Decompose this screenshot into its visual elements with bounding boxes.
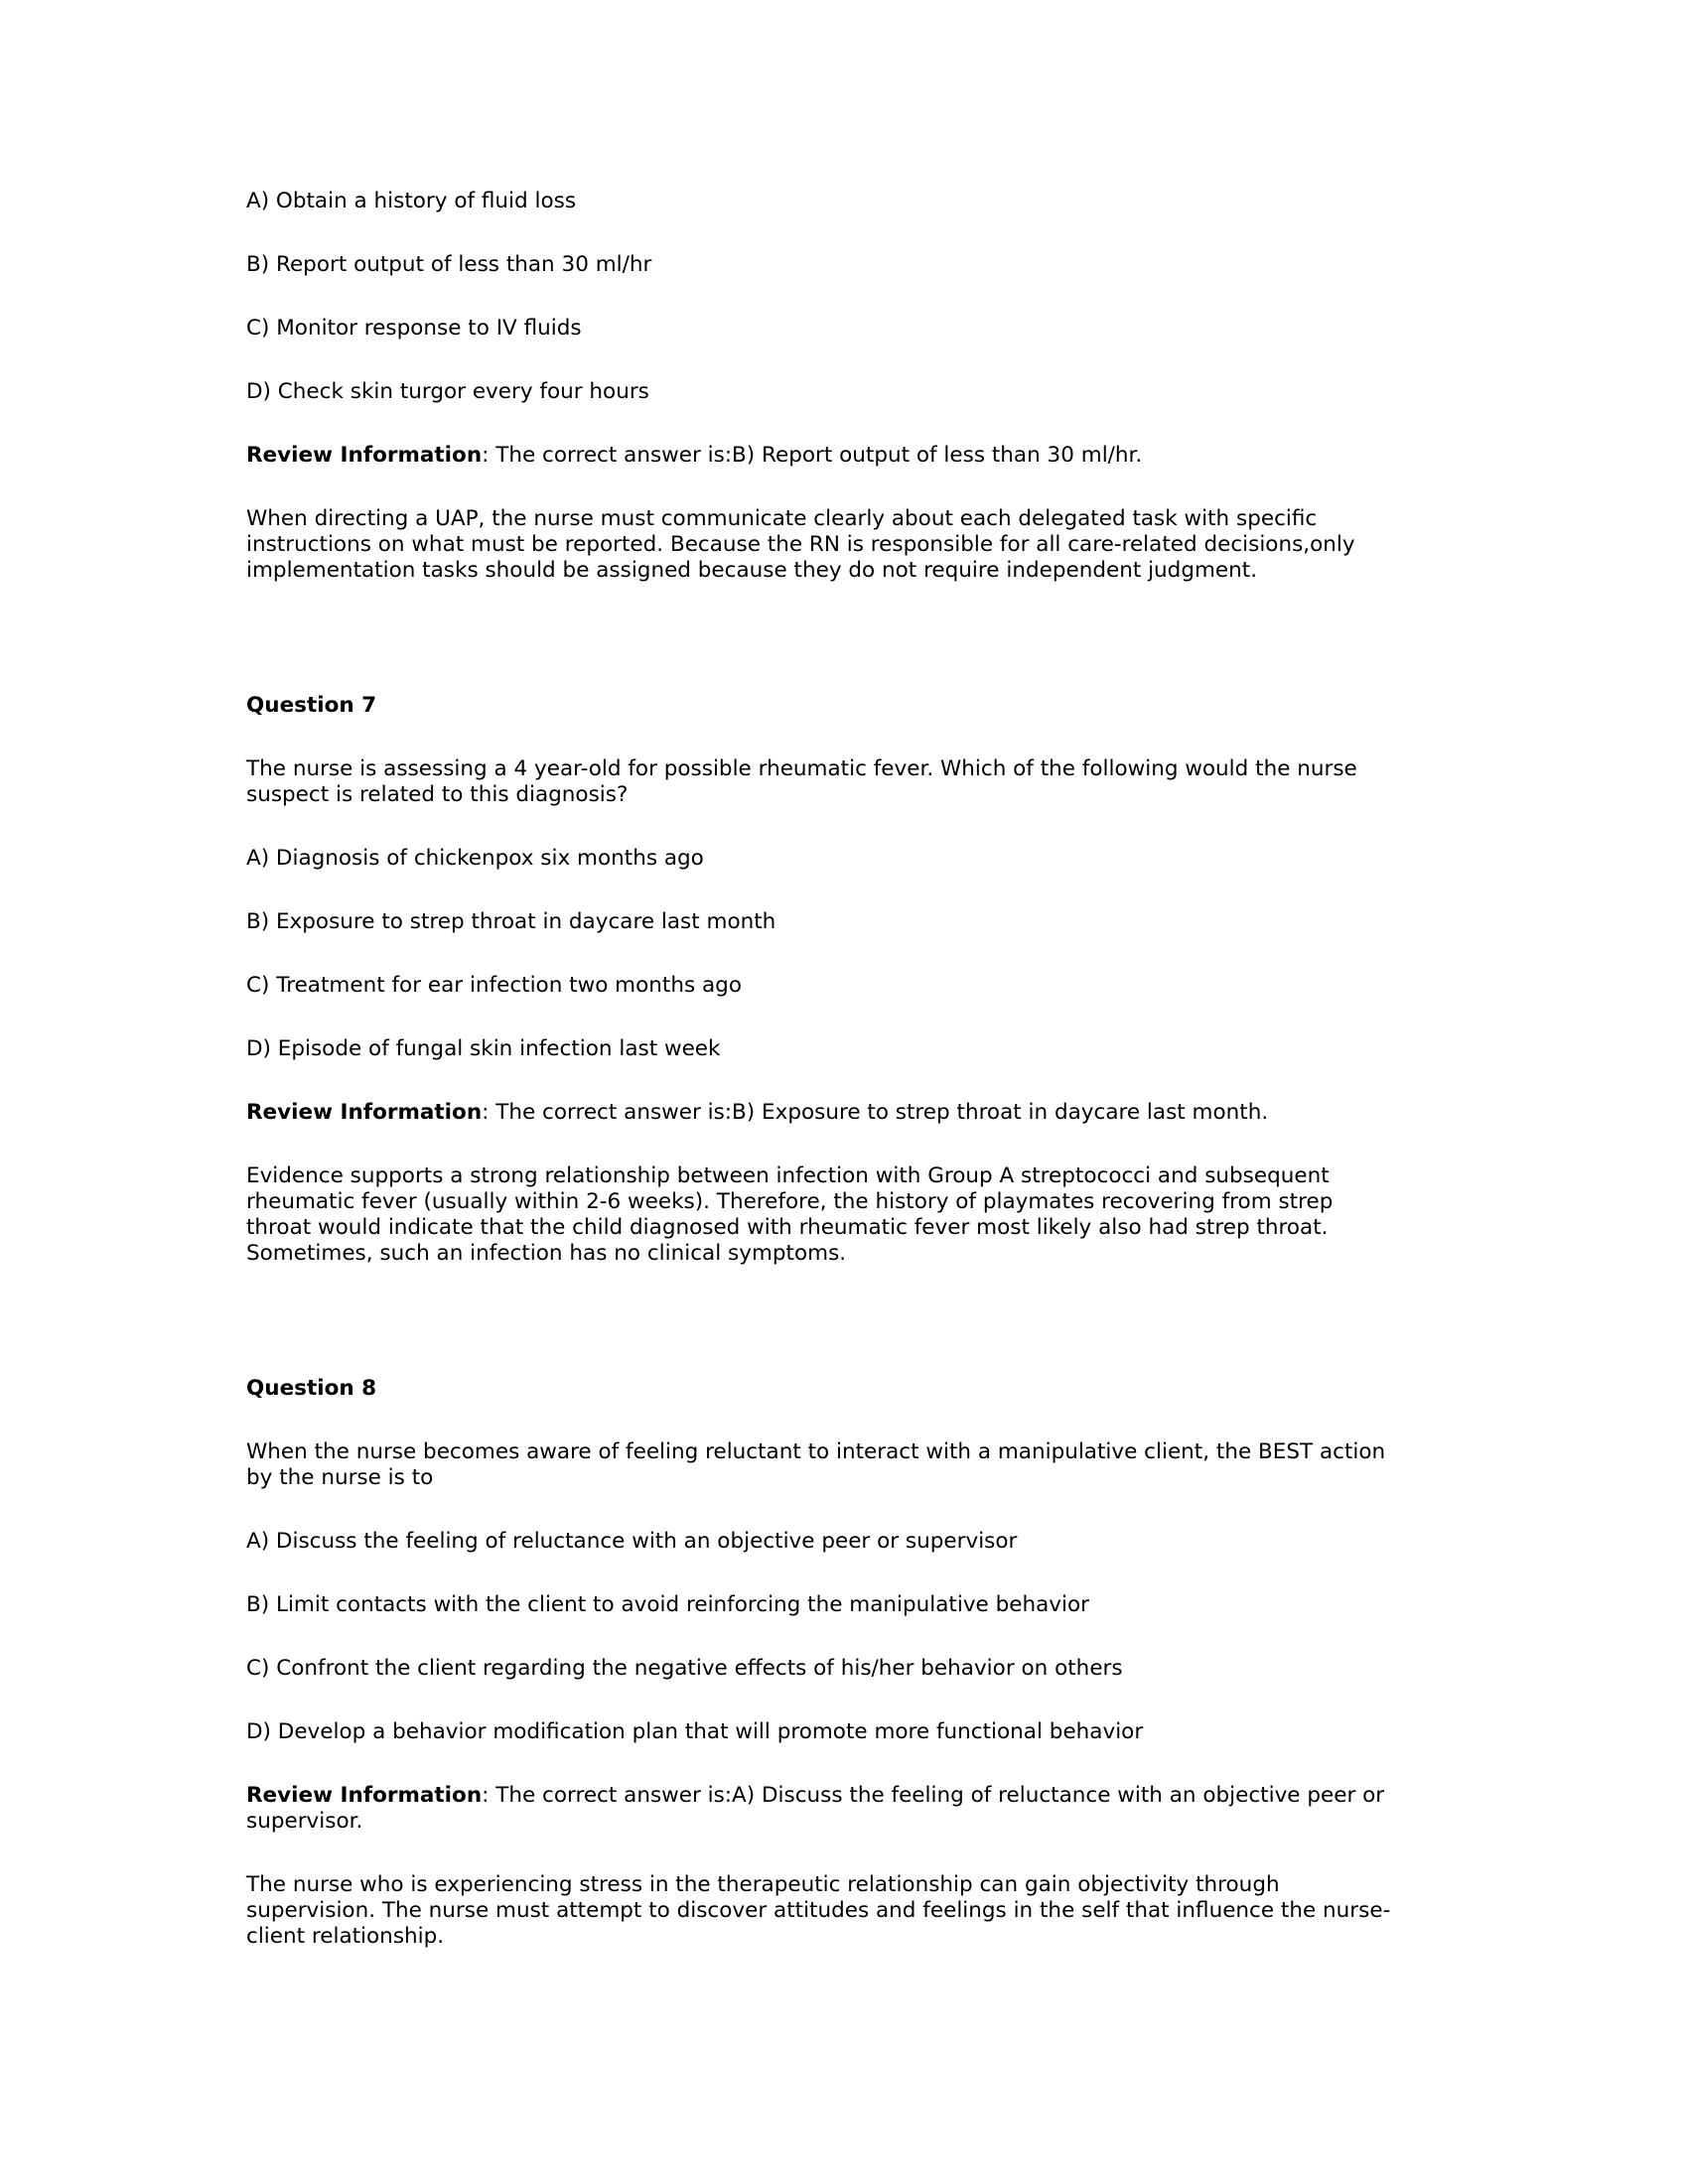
q7-option-c: C) Treatment for ear infection two months ago: [246, 973, 742, 998]
q8-review: [246, 1783, 1438, 1835]
q7-option-a: A) Diagnosis of chickenpox six months ago: [246, 846, 704, 871]
q7-explanation-line: throat would indicate that the child diagnosed with rheumatic fever most likely also had strep throat.: [246, 1215, 1329, 1240]
q7-explanation: [246, 1163, 1438, 1267]
q6-option-c: C) Monitor response to IV fluids: [246, 316, 582, 341]
q8-review-text: : The correct answer is:A) Discuss the feeling of reluctance with an objective peer or: [482, 1783, 1385, 1808]
q8-option-a: A) Discuss the feeling of reluctance with an objective peer or supervisor: [246, 1529, 1018, 1554]
q7-stem-line: The nurse is assessing a 4 year-old for possible rheumatic fever. Which of the following would the nurse: [246, 756, 1357, 781]
q6-review: [246, 443, 1438, 469]
q7-review: [246, 1100, 1438, 1126]
q7-stem-line: suspect is related to this diagnosis?: [246, 782, 629, 807]
q8-review-label: Review Information: [246, 1783, 483, 1808]
q7-option-b: B) Exposure to strep throat in daycare last month: [246, 909, 776, 934]
q7-stem: [246, 756, 1438, 808]
q8-explanation-line: The nurse who is experiencing stress in the therapeutic relationship can gain objectivity through: [246, 1872, 1280, 1897]
q6-option-d: D) Check skin turgor every four hours: [246, 379, 649, 404]
q8-stem-line: by the nurse is to: [246, 1465, 434, 1490]
q6-review-label: Review Information: [246, 443, 483, 468]
q6-review-text: : The correct answer is:B) Report output of less than 30 ml/hr.: [482, 443, 1143, 468]
q6-explanation: [246, 506, 1438, 584]
q8-review-line: supervisor.: [246, 1809, 363, 1834]
q7-review-label: Review Information: [246, 1100, 483, 1125]
q8-explanation-line: supervision. The nurse must attempt to discover attitudes and feelings in the self that influence the nurse-: [246, 1898, 1391, 1923]
q8-review-line: [246, 1783, 1438, 1809]
q8-option-b: B) Limit contacts with the client to avoid reinforcing the manipulative behavior: [246, 1592, 1089, 1617]
q6-explanation-line: When directing a UAP, the nurse must communicate clearly about each delegated task with specific: [246, 506, 1318, 531]
document-page: [246, 189, 1438, 1950]
q6-explanation-line: instructions on what must be reported. Because the RN is responsible for all care-related decisions,only: [246, 532, 1355, 557]
q7-option-d: D) Episode of fungal skin infection last week: [246, 1036, 721, 1061]
q7-explanation-line: rheumatic fever (usually within 2-6 weeks). Therefore, the history of playmates recovering from strep: [246, 1189, 1334, 1214]
q8-explanation-line: client relationship.: [246, 1924, 445, 1949]
q6-explanation-line: implementation tasks should be assigned because they do not require independent judgment.: [246, 558, 1258, 583]
q6-option-b: B) Report output of less than 30 ml/hr: [246, 252, 652, 277]
q8-title: Question 8: [246, 1376, 377, 1401]
q7-title: Question 7: [246, 693, 377, 718]
q8-option-c: C) Confront the client regarding the negative effects of his/her behavior on others: [246, 1656, 1123, 1681]
q8-explanation: [246, 1872, 1438, 1950]
q8-stem: [246, 1439, 1438, 1491]
q8-stem-line: When the nurse becomes aware of feeling reluctant to interact with a manipulative client, the BEST action: [246, 1439, 1386, 1464]
q7-review-text: : The correct answer is:B) Exposure to strep throat in daycare last month.: [482, 1100, 1269, 1125]
q8-option-d: D) Develop a behavior modification plan that will promote more functional behavior: [246, 1719, 1144, 1744]
q7-explanation-line: Sometimes, such an infection has no clinical symptoms.: [246, 1241, 847, 1266]
q6-option-a: A) Obtain a history of fluid loss: [246, 189, 577, 213]
q7-explanation-line: Evidence supports a strong relationship between infection with Group A streptococci and subsequent: [246, 1163, 1330, 1188]
